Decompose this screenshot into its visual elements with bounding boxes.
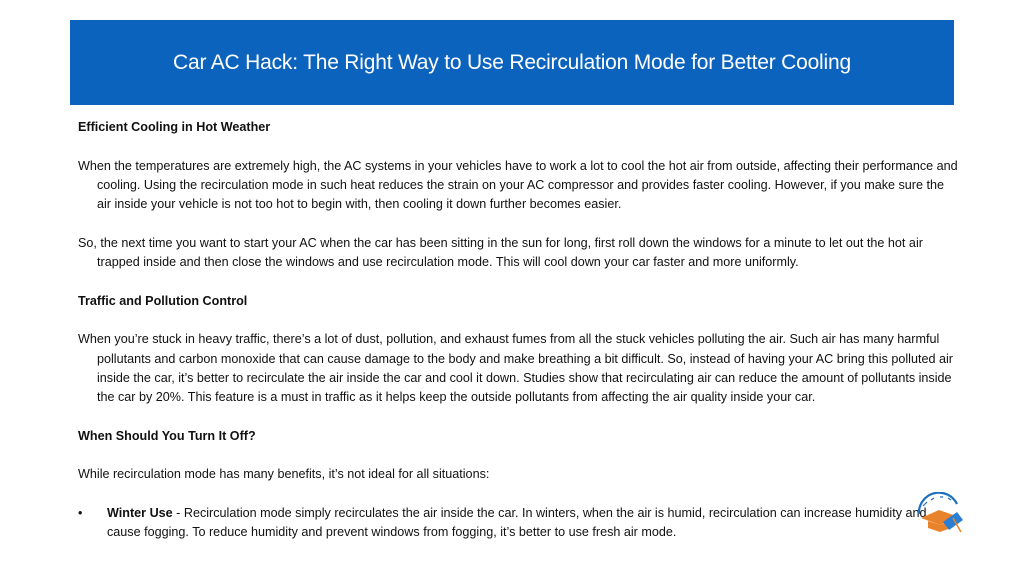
paragraph-hot-weather-2: So, the next time you want to start your AC when the car has been sitting in the sun for long, first roll down the windows for a minute to let out the hot air trapped inside and then close the windows and use recirculation mode. This will cool down your car faster and more uniformly. (78, 235, 923, 270)
section-heading-hot-weather: Efficient Cooling in Hot Weather (78, 120, 271, 134)
bullet-text: - Recirculation mode simply recirculates the air inside the car. In winters, when the air is humid, recirculation can increase humidity and cause fogging. To reduce humidity and prevent windows from fogging, it’s better to use fresh air mode. (107, 505, 927, 540)
paragraph-turn-off: While recirculation mode has many benefits, it’s not ideal for all situations: (78, 467, 490, 482)
page-title: Car AC Hack: The Right Way to Use Recirculation Mode for Better Cooling (173, 50, 851, 74)
paragraph-hot-weather-1: When the temperatures are extremely high, the AC systems in your vehicles have to work a lot to cool the hot air from outside, affecting their performance and cooling. Using the recirculation mode in such heat reduces the strain on your AC compressor and provides faster cooling. However, if you make sure the air inside your vehicle is not too hot to begin with, then cooling it down further becomes easier. (78, 158, 958, 212)
bullet-winter-use (78, 504, 958, 543)
title-banner (70, 20, 954, 105)
bullet-term: Winter Use (107, 505, 173, 520)
document-body (78, 118, 958, 543)
bullet-dot-icon: • (78, 505, 83, 520)
graduation-cap-logo-icon (913, 492, 965, 536)
section-heading-turn-off: When Should You Turn It Off? (78, 428, 256, 443)
section-heading-traffic: Traffic and Pollution Control (78, 293, 248, 308)
paragraph-traffic: When you’re stuck in heavy traffic, there’s a lot of dust, pollution, and exhaust fumes from all the stuck vehicles polluting the air. Such air has many harmful pollutants and carbon monoxide that can cause damage to the body and make breathing a bit difficult. So, instead of having your AC bring this polluted air inside the car, it’s better to recirculate the air inside the car and cool it down. Studies show that recirculating air can reduce the amount of pollutants inside the car by 20%. This feature is a must in traffic as it helps keep the outside pollutants from affecting the air quality inside your car. (78, 332, 953, 405)
